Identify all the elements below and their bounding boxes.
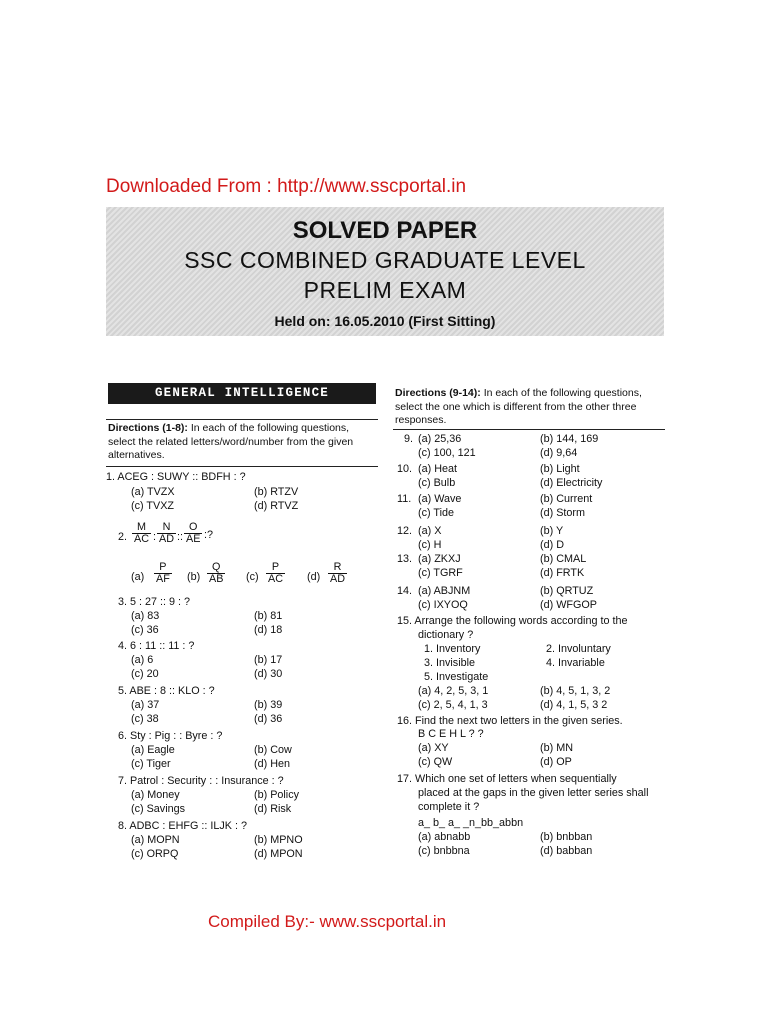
option-a: (a) 4, 2, 5, 3, 1 — [418, 685, 489, 697]
held-on-date: Held on: 16.05.2010 (First Sitting) — [274, 313, 496, 329]
directions-text: select the one which is different from the other three — [395, 400, 637, 413]
option-b: (b) Policy — [254, 789, 299, 801]
numerator: R — [333, 561, 342, 573]
option-c: (c) QW — [418, 756, 453, 768]
option-c: (c) Bulb — [418, 477, 456, 489]
option-b: (b) 39 — [254, 699, 283, 711]
numerator: P — [271, 561, 280, 573]
option-c: (c) bnbbna — [418, 845, 470, 857]
fraction — [157, 522, 176, 545]
option-d: (d) FRTK — [540, 567, 585, 579]
directions-text: responses. — [395, 414, 447, 426]
directions-text: select the related letters/word/number from the given — [108, 435, 354, 448]
option-b: (b) Cow — [254, 744, 292, 756]
option-a: (a) ZKXJ — [418, 553, 461, 565]
word-item: 4. Invariable — [546, 657, 605, 669]
question-13-number: 13. — [397, 553, 413, 565]
exam-name: SSC COMBINED GRADUATE LEVEL — [184, 247, 586, 273]
question-6-stem: 6. Sty : Pig : : Byre : ? — [118, 730, 223, 742]
denominator: AE — [186, 533, 201, 545]
compiled-by-line: Compiled By:- www.sscportal.in — [208, 912, 447, 931]
option-b: (b) MPNO — [254, 834, 303, 846]
option-d: (d) Electricity — [540, 477, 603, 489]
separator: :? — [204, 529, 214, 541]
fraction — [328, 562, 347, 585]
fraction — [207, 562, 225, 585]
question-17-series: a_ b_ a_ _n_bb_abbn — [418, 817, 524, 829]
directions-label: Directions (1-8): — [108, 422, 188, 434]
question-5-stem: 5. ABE : 8 :: KLO : ? — [118, 685, 215, 697]
denominator: AC — [268, 573, 283, 585]
option-c: (c) Tide — [418, 507, 454, 519]
question-14-number: 14. — [397, 585, 413, 597]
directions-text: In each of the following questions, — [480, 387, 642, 399]
option-b: (b) RTZV — [254, 486, 299, 498]
option-b: (b) Light — [540, 463, 580, 475]
option-a: (a) abnabb — [418, 831, 471, 843]
title-banner — [106, 207, 664, 336]
fraction — [266, 562, 285, 585]
question-12-number: 12. — [397, 525, 413, 537]
option-a: (a) 37 — [131, 699, 160, 711]
divider — [393, 429, 665, 430]
option-c: (c) Tiger — [131, 758, 171, 770]
divider — [106, 419, 378, 420]
option-c: (c) Savings — [131, 803, 186, 815]
numerator: O — [189, 521, 198, 533]
fraction — [132, 522, 151, 545]
option-c: (c) 100, 121 — [418, 447, 476, 459]
option-c: (c) H — [418, 539, 442, 551]
option-d: (d) OP — [540, 756, 572, 768]
option-b: (b) Y — [540, 525, 564, 537]
denominator: AD — [159, 533, 174, 545]
option-a: (a) Money — [131, 789, 180, 801]
option-d: (d) 30 — [254, 668, 283, 680]
option-c: (c) 2, 5, 4, 1, 3 — [418, 699, 488, 711]
option-b: (b) bnbban — [540, 831, 593, 843]
denominator: AF — [156, 573, 170, 585]
option-c: (c) ORPQ — [131, 848, 179, 860]
numerator: Q — [212, 561, 221, 573]
question-15-stem: 15. Arrange the following words according to the — [397, 615, 628, 627]
option-d: (d) MPON — [254, 848, 303, 860]
separator: :: — [177, 531, 183, 543]
question-17-stem: complete it ? — [418, 801, 480, 813]
word-item: 2. Involuntary — [546, 643, 611, 655]
option-b: (b) CMAL — [540, 553, 587, 565]
download-source-line: Downloaded From : http://www.sscportal.in — [106, 176, 467, 197]
question-8-stem: 8. ADBC : EHFG :: ILJK : ? — [118, 820, 248, 832]
option-a: (a) — [131, 571, 145, 583]
directions-label: Directions (9-14): — [395, 387, 481, 399]
section-heading-general-intelligence: GENERAL INTELLIGENCE — [108, 383, 376, 404]
option-d: (d) D — [540, 539, 564, 551]
option-c: (c) — [246, 571, 259, 583]
option-b: (b) 144, 169 — [540, 433, 599, 445]
option-c: (c) 36 — [131, 624, 159, 636]
question-15-stem: dictionary ? — [418, 629, 474, 641]
option-a: (a) 83 — [131, 610, 160, 622]
option-a: (a) Wave — [418, 493, 462, 505]
option-c: (c) TVXZ — [131, 500, 174, 512]
option-c: (c) 38 — [131, 713, 159, 725]
option-d: (d) 4, 1, 5, 3 2 — [540, 699, 608, 711]
option-a: (a) XY — [418, 742, 449, 754]
fraction — [154, 562, 172, 585]
option-d: (d) 9,64 — [540, 447, 578, 459]
numerator: P — [159, 561, 167, 573]
option-b: (b) 81 — [254, 610, 283, 622]
directions-9-14 — [395, 387, 667, 428]
question-1-stem: 1. ACEG : SUWY :: BDFH : ? — [106, 471, 246, 483]
question-17-stem: 17. Which one set of letters when sequentially — [397, 773, 617, 785]
question-11-number: 11. — [397, 493, 412, 505]
option-a: (a) MOPN — [131, 834, 180, 846]
option-d: (d) 18 — [254, 624, 283, 636]
option-b: (b) 4, 5, 1, 3, 2 — [540, 685, 611, 697]
option-c: (c) 20 — [131, 668, 159, 680]
option-d: (d) Storm — [540, 507, 585, 519]
word-item: 1. Inventory — [424, 643, 481, 655]
option-b: (b) QRTUZ — [540, 585, 594, 597]
option-d: (d) babban — [540, 845, 593, 857]
option-d: (d) Hen — [254, 758, 291, 770]
option-a: (a) 6 — [131, 654, 154, 666]
directions-text: alternatives. — [108, 449, 165, 461]
question-16-series: B C E H L ? ? — [418, 728, 484, 740]
option-d: (d) RTVZ — [254, 500, 299, 512]
option-c: (c) IXYOQ — [418, 599, 468, 611]
option-a: (a) TVZX — [131, 486, 175, 498]
directions-1-8 — [108, 422, 378, 463]
denominator: AC — [134, 533, 149, 545]
question-2-number: 2. — [118, 531, 128, 543]
option-b: (b) — [187, 571, 201, 583]
option-b: (b) 17 — [254, 654, 283, 666]
question-17-stem: placed at the gaps in the given letter series shall — [418, 787, 649, 799]
question-10-number: 10. — [397, 463, 413, 475]
denominator: AB — [209, 573, 224, 585]
option-d: (d) — [307, 571, 321, 583]
word-item: 5. Investigate — [424, 671, 489, 683]
denominator: AD — [330, 573, 345, 585]
question-9-number: 9. — [404, 433, 414, 445]
numerator: M — [137, 521, 146, 533]
question-4-stem: 4. 6 : 11 :: 11 : ? — [118, 640, 195, 652]
numerator: N — [162, 521, 171, 533]
fraction — [184, 522, 202, 545]
option-d: (d) Risk — [254, 803, 292, 815]
separator: : — [153, 531, 156, 543]
exam-stage: PRELIM EXAM — [303, 277, 467, 303]
option-a: (a) 25,36 — [418, 433, 462, 445]
option-a: (a) X — [418, 525, 442, 537]
divider — [106, 466, 378, 467]
question-7-stem: 7. Patrol : Security : : Insurance : ? — [118, 775, 284, 787]
option-a: (a) ABJNM — [418, 585, 471, 597]
option-b: (b) Current — [540, 493, 593, 505]
option-b: (b) MN — [540, 742, 573, 754]
paper-title: SOLVED PAPER — [292, 217, 478, 244]
option-a: (a) Heat — [418, 463, 458, 475]
question-3-stem: 3. 5 : 27 :: 9 : ? — [118, 596, 191, 608]
option-d: (d) 36 — [254, 713, 283, 725]
option-a: (a) Eagle — [131, 744, 175, 756]
word-item: 3. Invisible — [424, 657, 476, 669]
question-16-stem: 16. Find the next two letters in the given series. — [397, 715, 623, 727]
option-c: (c) TGRF — [418, 567, 463, 579]
option-d: (d) WFGOP — [540, 599, 597, 611]
directions-text: In each of the following questions, — [187, 422, 350, 434]
